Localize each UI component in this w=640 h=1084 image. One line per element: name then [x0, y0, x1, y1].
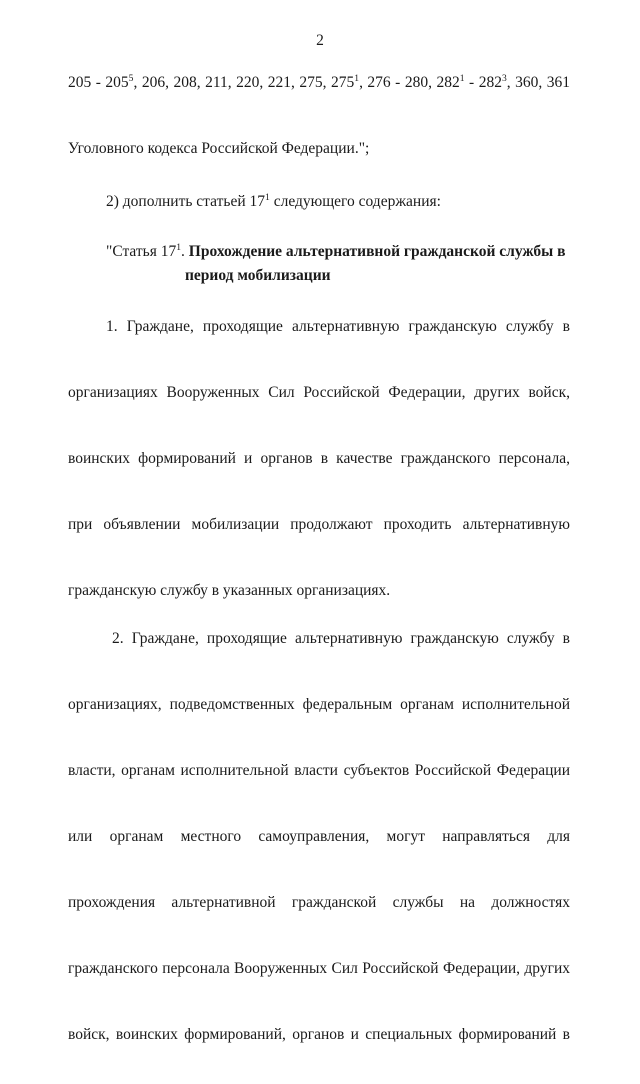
spacer-before-heading — [68, 218, 570, 240]
superscript-282-1: 1 — [459, 72, 465, 84]
spacer-after-continuation — [68, 165, 570, 185]
article-number-superscript: 1 — [176, 241, 182, 253]
spacer-before-paragraph-2 — [68, 607, 570, 622]
superscript-282-3: 3 — [501, 72, 507, 84]
article-number-label-b: . — [181, 243, 185, 260]
article-heading — [68, 240, 570, 288]
paragraph-1-line-3: воинских формирований и органов в качестве гражданского персонала, — [68, 450, 570, 467]
paragraph-1-line-1: 1. Граждане, проходящие альтернативную гражданскую службу в — [106, 318, 570, 335]
paragraph-2-line-2: организациях, подведомственных федеральным органам исполнительной — [68, 696, 570, 713]
paragraph-2-line-5: прохождения альтернативной гражданской службы на должностях — [68, 894, 570, 911]
superscript-article-17-1: 1 — [265, 191, 270, 203]
superscript-205-5: 5 — [128, 72, 134, 84]
article-title-line-2: период мобилизации — [185, 267, 331, 284]
superscript-275-1: 1 — [354, 72, 360, 84]
paragraph-2-line-1: 2. Граждане, проходящие альтернативную гражданскую службу в — [112, 630, 570, 647]
item-2-text-b: следующего содержания: — [269, 193, 441, 210]
paragraph-continuation — [68, 66, 570, 165]
article-list-part-e: , 360, 361 — [506, 74, 570, 91]
article-title-line-1: Прохождение альтернативной гражданской службы в — [188, 243, 566, 260]
paragraph-1-line-2: организациях Вооруженных Сил Российской Федерации, других войск, — [68, 384, 570, 401]
document-body — [68, 66, 570, 1084]
page-number: 2 — [316, 32, 324, 49]
article-list-part-c: , 276 - 280, 282 — [359, 74, 460, 91]
article-list-part-a: 205 - 205 — [68, 74, 129, 91]
paragraph-2-line-7: войск, воинских формирований, органов и специальных формирований в — [68, 1026, 570, 1043]
paragraph-2 — [68, 622, 570, 1084]
article-list-part-b: , 206, 208, 211, 220, 221, 275, 275 — [133, 74, 355, 91]
item-2-text-a: 2) дополнить статьей 17 — [106, 193, 266, 210]
spacer-before-paragraph-1 — [68, 288, 570, 310]
continuation-line-2: Уголовного кодекса Российской Федерации."; — [68, 140, 370, 157]
article-number-label-a: "Статья 17 — [106, 243, 177, 260]
article-list-part-d: - 282 — [464, 74, 502, 91]
paragraph-2-line-3: власти, органам исполнительной власти субъектов Российской Федерации — [68, 762, 570, 779]
continuation-line-1 — [68, 66, 570, 132]
article-heading-line-1 — [68, 240, 570, 264]
paragraph-1-line-5: гражданскую службу в указанных организациях. — [68, 582, 391, 599]
article-heading-line-2 — [68, 264, 570, 288]
paragraph-2-line-6: гражданского персонала Вооруженных Сил Российской Федерации, других — [68, 960, 570, 977]
paragraph-item-2 — [68, 185, 570, 218]
paragraph-1-line-4: при объявлении мобилизации продолжают проходить альтернативную — [68, 516, 570, 533]
paragraph-1 — [68, 310, 570, 607]
paragraph-2-line-4: или органам местного самоуправления, могут направляться для — [68, 828, 570, 845]
